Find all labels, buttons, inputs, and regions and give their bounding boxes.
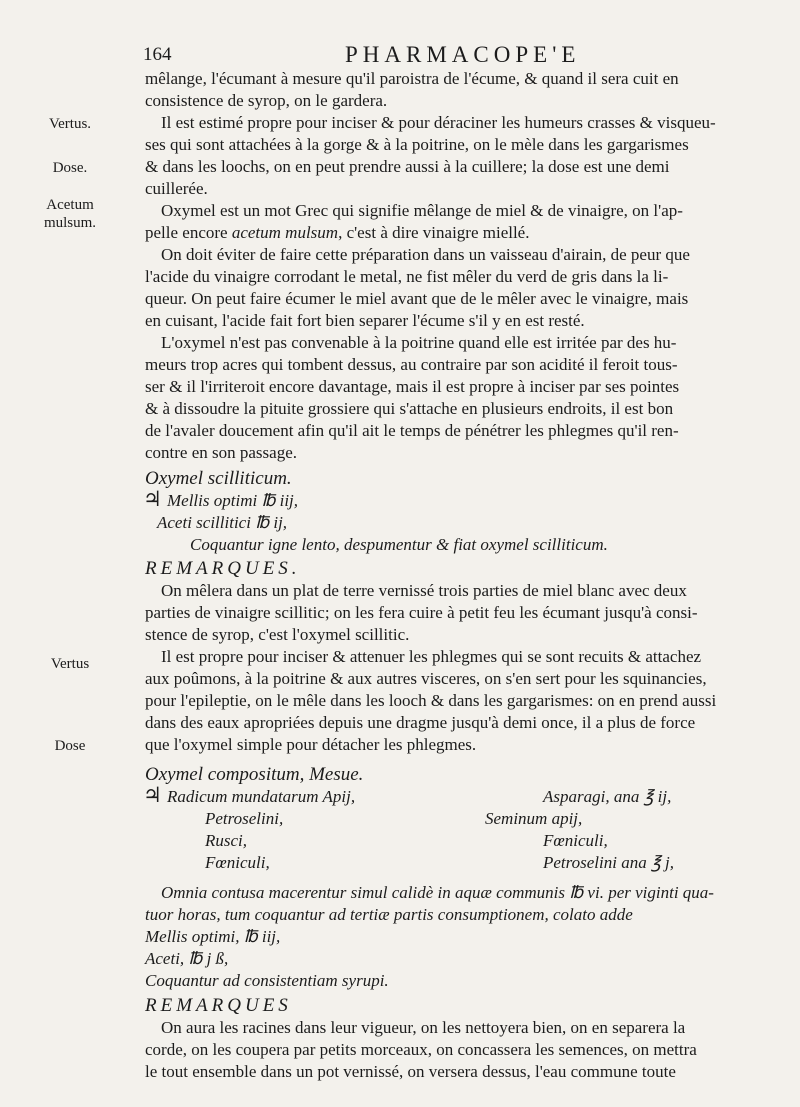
- ingredient: Radicum mundatarum Apij,: [167, 787, 356, 806]
- text-line: l'acide du vinaigre corrodant le metal, ne fist mêler du verd de gris dans la li-: [145, 267, 669, 286]
- remarques-heading: REMARQUES.: [145, 558, 301, 579]
- ingredient: Seminum apij,: [485, 809, 583, 828]
- margin-note-dose-2: Dose: [54, 738, 86, 754]
- text-fragment: , c'est à dire vinaigre miellé.: [338, 223, 530, 242]
- ingredient: Petroselini ana ℥ j,: [543, 853, 675, 872]
- running-title: PHARMACOPE'E: [345, 42, 581, 67]
- recipe-instruction: Omnia contusa macerentur simul calidè in aquæ communis ℔ vi. per viginti qua-: [161, 883, 714, 902]
- text-line: Il est estimé propre pour inciser & pour déraciner les humeurs crasses & visqueu-: [161, 113, 716, 132]
- recipe-instruction: tuor horas, tum coquantur ad tertiæ partis consumptionem, colato adde: [145, 905, 633, 924]
- text-line: le tout ensemble dans un pot vernissé, on versera dessus, l'eau commune toute: [145, 1062, 676, 1081]
- text-line: meurs trop acres qui tombent dessus, au contraire par son acidité il feroit tous-: [145, 355, 678, 374]
- recipe-line: [143, 783, 767, 808]
- text-line: aux poûmons, à la poitrine & aux autres visceres, on s'en sert pour les squinancies,: [145, 669, 707, 688]
- recipe-line: [145, 534, 767, 556]
- recipe-line: [145, 512, 767, 534]
- recipe-title: Oxymel scilliticum.: [145, 468, 292, 489]
- page-number: 164: [143, 44, 172, 65]
- page-body: [145, 68, 767, 1083]
- text-line: contre en son passage.: [145, 443, 298, 462]
- recipe-symbol-icon: ♃: [143, 783, 162, 807]
- recipe-instruction: Coquantur igne lento, despumentur & fiat oxymel scilliticum.: [190, 535, 608, 554]
- ingredient: Asparagi, ana ℥ ij,: [543, 787, 672, 806]
- text-line: L'oxymel n'est pas convenable à la poitrine quand elle est irritée par des hu-: [161, 333, 677, 352]
- text-line: stence de syrop, c'est l'oxymel scillitic.: [145, 625, 410, 644]
- text-line: ser & il l'irriteroit encore davantage, mais il est propre à inciser par ses pointes: [145, 377, 680, 396]
- margin-note-vertus-2: Vertus: [50, 656, 90, 672]
- text-line: Oxymel est un mot Grec qui signifie mêlange de miel & de vinaigre, on l'ap-: [161, 201, 683, 220]
- margin-note-vertus: Vertus.: [48, 116, 92, 132]
- text-line: de l'avaler doucement afin qu'il ait le temps de pénétrer les phlegmes qu'il ren-: [145, 421, 679, 440]
- recipe-line: [145, 830, 767, 852]
- ingredient: Petroselini,: [205, 809, 284, 828]
- latin-term: acetum mulsum: [231, 223, 339, 242]
- text-line: queur. On peut faire écumer le miel avant que de le mêler avec le vinaigre, mais: [145, 289, 689, 308]
- text-line: On aura les racines dans leur vigueur, on les nettoyera bien, on en separera la: [161, 1018, 686, 1037]
- text-line: cuillerée.: [145, 179, 208, 198]
- recipe-line: [143, 487, 767, 512]
- text-line: & dans les loochs, on en peut prendre aussi à la cuillere; la dose est une demi: [145, 157, 670, 176]
- text-line: parties de vinaigre scillitic; on les fera cuire à petit feu les écumant jusqu'à consi-: [145, 603, 698, 622]
- text-line: pour l'epileptie, on le mêle dans les looch & dans les gargarismes: on en prend aussi: [145, 691, 717, 710]
- text-line: dans des eaux apropriées depuis une dragme jusqu'à demi once, il a plus de force: [145, 713, 696, 732]
- text-line: ses qui sont attachées à la gorge & à la poitrine, on le mèle dans les gargarismes: [145, 135, 689, 154]
- ingredient: Rusci,: [205, 831, 248, 850]
- recipe-symbol-icon: ♃: [143, 487, 162, 511]
- text-line: consistence de syrop, on le gardera.: [145, 91, 388, 110]
- recipe-line: [145, 852, 767, 874]
- text-line: & à dissoudre la pituite grossiere qui s'attache en plusieurs endroits, il est bon: [145, 399, 674, 418]
- text-line: corde, on les coupera par petits morceaux, on concassera les semences, on mettra: [145, 1040, 697, 1059]
- text-line: mêlange, l'écumant à mesure qu'il paroistra de l'écume, & quand il sera cuit en: [145, 69, 679, 88]
- text-line: Il est propre pour inciser & attenuer les phlegmes qui se sont recuits & attachez: [161, 647, 702, 666]
- text-fragment: pelle encore: [145, 223, 232, 242]
- recipe-instruction: Coquantur ad consistentiam syrupi.: [145, 971, 389, 990]
- margin-note-dose: Dose.: [52, 160, 88, 176]
- margin-note-mulsum: mulsum.: [43, 215, 97, 231]
- text-line: en cuisant, l'acide fait fort bien separer l'écume s'il y en est resté.: [145, 311, 585, 330]
- text-line: On doit éviter de faire cette préparation dans un vaisseau d'airain, de peur que: [161, 245, 690, 264]
- recipe-instruction: Aceti, ℔ j ß,: [145, 949, 229, 968]
- ingredient: Aceti scillitici ℔ ij,: [157, 513, 288, 532]
- ingredient: Fœniculi,: [205, 853, 270, 872]
- margin-note-acetum: Acetum: [46, 197, 94, 213]
- ingredient: Fœniculi,: [543, 831, 608, 850]
- recipe-instruction: Mellis optimi, ℔ iij,: [145, 927, 281, 946]
- remarques-heading: REMARQUES: [145, 995, 292, 1016]
- text-line: On mêlera dans un plat de terre vernissé trois parties de miel blanc avec deux: [161, 581, 687, 600]
- recipe-title: Oxymel compositum, Mesue.: [145, 764, 364, 785]
- recipe-line: [145, 808, 767, 830]
- ingredient: Mellis optimi ℔ iij,: [167, 491, 299, 510]
- text-line: que l'oxymel simple pour détacher les phlegmes.: [145, 735, 477, 754]
- text-line: [145, 222, 767, 244]
